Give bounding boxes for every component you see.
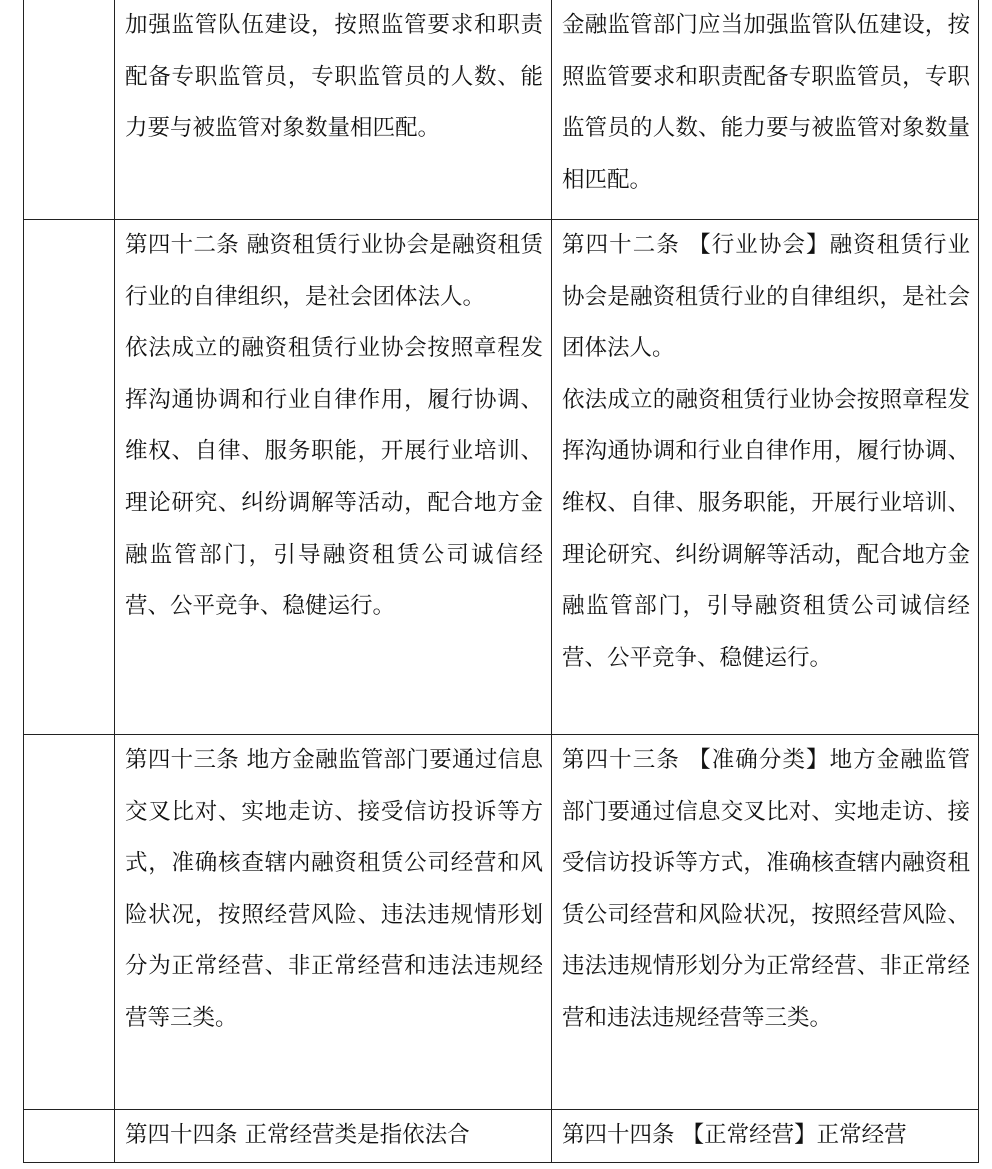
original-text-cell [115,735,552,1110]
original-text-cell [115,0,552,220]
original-text-cell [115,1110,552,1163]
table-row [24,220,979,735]
paragraph: 第四十二条 【行业协会】融资租赁行业协会是融资租赁行业的自律组织，是社会团体法人。 [562,232,970,362]
paragraph: 第四十四条 正常经营类是指依法合 [125,1122,470,1148]
index-cell [24,735,115,1110]
revised-text-cell [552,0,979,220]
comparison-table [23,0,979,1163]
paragraph: 依法成立的融资租赁行业协会按照章程发挥沟通协调和行业自律作用，履行协调、维权、自律、服务职能，开展行业培训、理论研究、纠纷调解等活动，配合地方金融监管部门，引导融资租赁公司诚信经营、公平竞争、稳健运行。 [562,386,970,671]
index-cell [24,0,115,220]
paragraph: 第四十四条 【正常经营】正常经营 [562,1122,907,1148]
revised-text-cell [552,1110,979,1163]
index-cell [24,220,115,735]
paragraph: 第四十三条 地方金融监管部门要通过信息交叉比对、实地走访、接受信访投诉等方式，准确核查辖内融资租赁公司经营和风险状况，按照经营风险、违法违规情形划分为正常经营、非正常经营和违法违规经营等三类。 [125,747,543,1031]
paragraph: 金融监管部门应当加强监管队伍建设，按照监管要求和职责配备专职监管员，专职监管员的人数、能力要与被监管对象数量相匹配。 [562,12,970,193]
paragraph: 加强监管队伍建设，按照监管要求和职责配备专职监管员，专职监管员的人数、能力要与被监管对象数量相匹配。 [125,12,543,142]
paragraph: 第四十二条 融资租赁行业协会是融资租赁行业的自律组织，是社会团体法人。 [125,232,543,310]
revised-text-cell [552,735,979,1110]
index-cell [24,1110,115,1163]
table-row [24,735,979,1110]
revised-text-cell [552,220,979,735]
paragraph: 依法成立的融资租赁行业协会按照章程发挥沟通协调和行业自律作用，履行协调、维权、自律、服务职能，开展行业培训、理论研究、纠纷调解等活动，配合地方金融监管部门，引导融资租赁公司诚信经营、公平竞争、稳健运行。 [125,335,543,620]
paragraph: 第四十三条 【准确分类】地方金融监管部门要通过信息交叉比对、实地走访、接受信访投诉等方式，准确核查辖内融资租赁公司经营和风险状况，按照经营风险、违法违规情形划分为正常经营、非正常经营和违法违规经营等三类。 [562,747,970,1031]
table-row [24,1110,979,1163]
original-text-cell [115,220,552,735]
table-row [24,0,979,220]
